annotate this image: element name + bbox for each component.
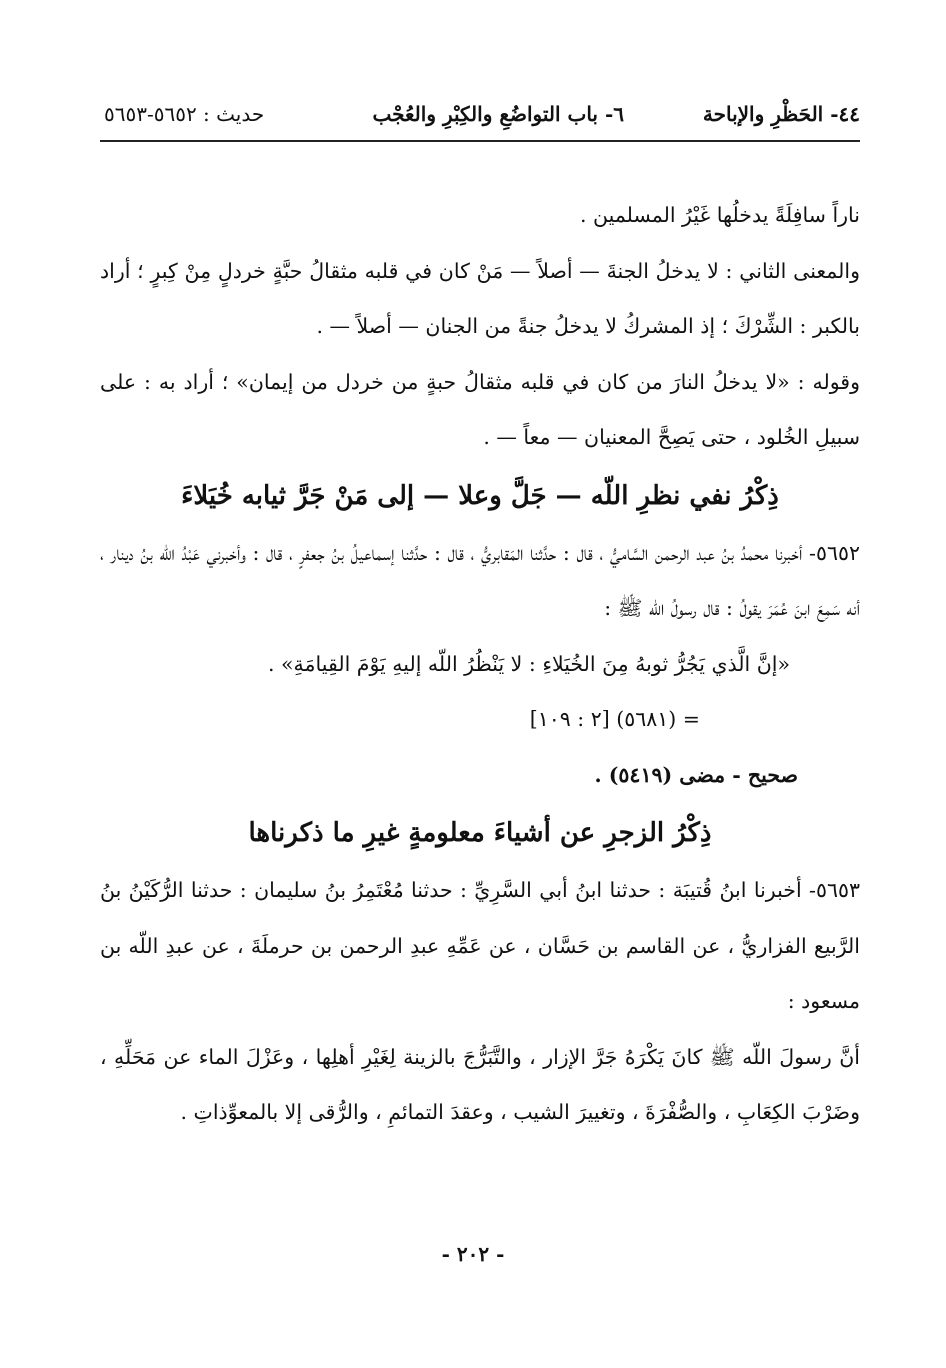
hadith-range: حديث : ٥٦٥٢-٥٦٥٣ [104,102,265,126]
running-header [100,100,860,142]
chapter-title: ٦- باب التواضُعِ والكِبْرِ والعُجْب [372,102,624,126]
paragraph-1: ناراً سافِلَةً يدخلُها غَيْرُ المسلمين . [580,203,860,227]
paragraph-2: والمعنى الثاني : لا يدخلُ الجنةَ — أصلاً — مَنْ كان في قلبه مثقالُ حبَّةٍ خردلٍ مِنْ كِبرٍ ؛ أراد بالكبر : الشِّرْكَ ؛ إذ المشركُ لا يدخلُ جنةً من الجنان — أصلاً — . [100,258,860,338]
hadith-5653-text: أنَّ رسولَ اللّه ﷺ كانَ يَكْرَهُ جَرَّ الإزار ، والتَّبَرُّجَ بالزينة لِغَيْرِ أهلِها ، وعَزْلَ الماء عن مَحَلِّهِ ، وضَرْبَ الكِعَابِ ، والصُّفْرَةَ ، وتغييرَ الشيب ، وعقدَ التمائمِ ، والرُّقى إلا بالمعوِّذاتِ . [100,1044,860,1124]
hadith-5652-text: «إنَّ الَّذي يَجُرُّ ثوبهُ مِنَ الخُيَلاءِ : لا يَنْظُرُ اللّه إليهِ يَوْمَ القِيامَةِ» . [267,651,790,676]
paragraph-3: وقوله : «لا يدخلُ النارَ من كان في قلبه مثقالُ حبةٍ من خردل من إيمان» ؛ أراد به : على سبيلِ الخُلود ، حتى يَصِحَّ المعنيان — معاً — . [100,369,860,449]
section-heading-2: ذِكْرُ الزجرِ عن أشياءَ معلومةٍ غيرِ ما ذكرناها [248,818,712,848]
section-heading-1: ذِكْرُ نفي نظرِ اللّه — جَلَّ وعلا — إلى مَنْ جَرَّ ثيابه خُيَلاءَ [181,480,779,511]
page-body [100,188,860,1141]
cross-reference: = (٥٦٨١) [٢ : ١٠٩] [529,707,700,731]
hadith-5652-chain: ٥٦٥٢- أخبرنا محمدُ بنُ عبد الرحمن السَّاميُّ ، قال : حدَّثنا المَقابريُّ ، قال : حدَّثنا إسماعيلُ بنُ جعفرٍ ، قال : وأخبرني عَبْدُ اللّه بنُ دينار ، أنه سَمِعَ ابنَ عُمَرَ يقولُ : قال رسولُ اللّه ﷺ : [100,540,860,620]
document-page [100,100,860,1141]
hadith-5653-chain: ٥٦٥٣- أخبرنا ابنُ قُتيبَة : حدثنا ابنُ أبي السَّرِيِّ : حدثنا مُعْتَمِرُ بنُ سليمان : حدثنا الرُّكَيْنُ بنُ الرَّبيع الفزاريُّ ، عن القاسم بن حَسَّان ، عن عَمِّهِ عبدِ الرحمن بن حرملَةَ ، عن عبدِ اللّه بن مسعود : [100,878,860,1013]
page-number: - ٢٠٢ - [441,1242,505,1266]
book-title: ٤٤- الحَظْرِ والإباحة [702,102,860,126]
grading-note: صحيح - مضى (٥٤١٩) . [594,762,798,787]
